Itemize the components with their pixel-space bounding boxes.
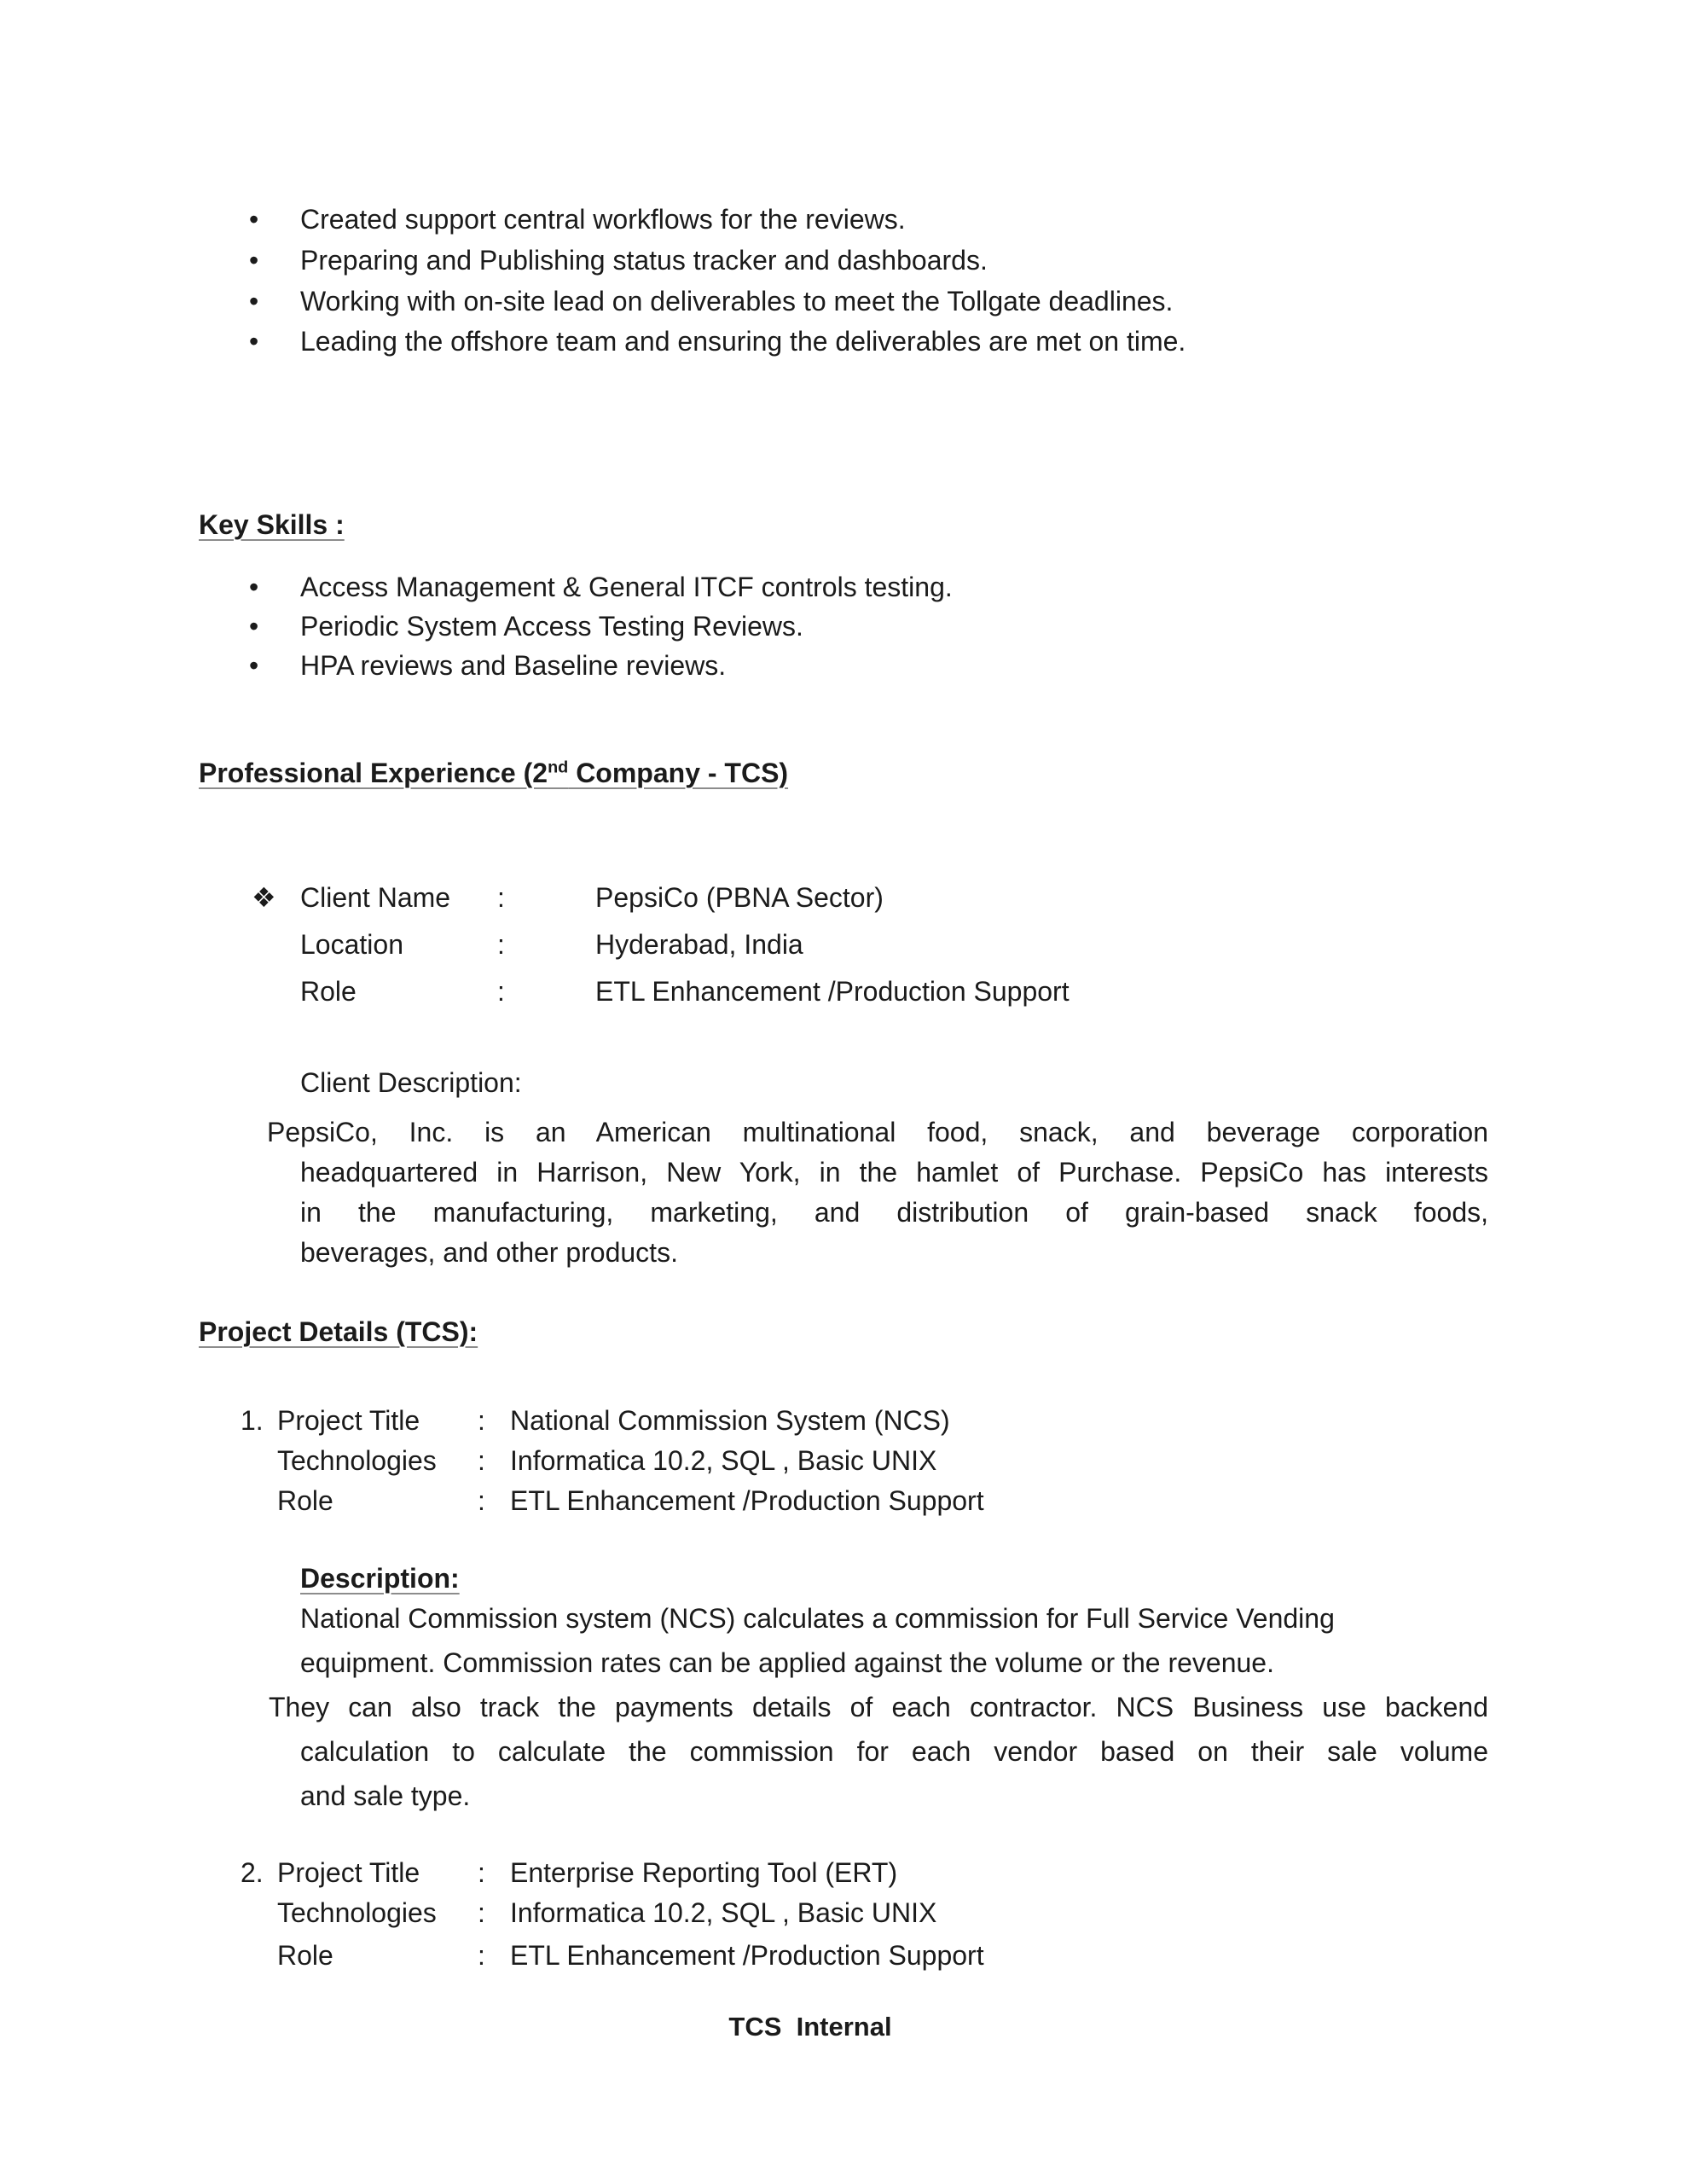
bullet-icon: • (249, 245, 259, 276)
list-item-text: Access Management & General ITCF controls testing. (300, 572, 953, 602)
colon-separator: : (478, 1897, 485, 1928)
list-item-text: Periodic System Access Testing Reviews. (300, 611, 803, 642)
footer-classification-text: TCS Internal (728, 2012, 892, 2042)
bullet-spacer (252, 978, 300, 1005)
number-spacer (241, 1942, 277, 1969)
description-heading: Description: (300, 1563, 460, 1594)
heading-text: Professional Experience (2 (199, 758, 548, 788)
project-field-label: Role (277, 1940, 333, 1971)
list-item (249, 288, 1494, 315)
project-field-value: Enterprise Reporting Tool (ERT) (510, 1857, 898, 1888)
project-field-label: Project Title (277, 1405, 420, 1436)
project-field-value: Informatica 10.2, SQL , Basic UNIX (510, 1445, 937, 1476)
list-item (249, 328, 1494, 355)
client-info-row (252, 884, 1497, 911)
heading-text: Company - TCS) (568, 758, 789, 788)
project-field-value: National Commission System (NCS) (510, 1405, 950, 1436)
project-field-label: Technologies (277, 1897, 437, 1928)
client-info-label: Role (300, 976, 357, 1007)
client-info-value: Hyderabad, India (595, 929, 803, 960)
list-item (249, 652, 1494, 679)
project-row (241, 1487, 1494, 1514)
project-field-label: Role (277, 1485, 333, 1516)
colon-separator: : (497, 882, 505, 913)
paragraph-line: in the manufacturing, marketing, and distribution of grain-based snack foods, (300, 1197, 1488, 1228)
bullet-icon: • (249, 611, 259, 642)
project-row (241, 1407, 1494, 1434)
list-item (249, 206, 1494, 233)
list-item-text: Created support central workflows for the reviews. (300, 204, 906, 235)
paragraph-line: and sale type. (300, 1780, 471, 1811)
list-item-text: HPA reviews and Baseline reviews. (300, 650, 727, 681)
project-details-heading: Project Details (TCS): (199, 1316, 478, 1347)
client-info-row (252, 978, 1497, 1005)
bullet-spacer (252, 931, 300, 958)
paragraph-line: calculation to calculate the commission for each vendor based on their sale volume (300, 1736, 1488, 1767)
colon-separator: : (497, 929, 505, 960)
project-number: 1. (241, 1405, 264, 1436)
project-row (241, 1859, 1494, 1886)
paragraph-line: National Commission system (NCS) calculates a commission for Full Service Vending (300, 1603, 1335, 1634)
project-row (241, 1899, 1494, 1926)
colon-separator: : (478, 1485, 485, 1516)
list-item-text: Leading the offshore team and ensuring the deliverables are met on time. (300, 326, 1186, 357)
project-number: 2. (241, 1857, 264, 1888)
colon-separator: : (478, 1405, 485, 1436)
project-field-value: ETL Enhancement /Production Support (510, 1485, 984, 1516)
bullet-icon: • (249, 650, 259, 681)
bullet-icon: • (249, 204, 259, 235)
list-item (249, 573, 1494, 601)
colon-separator: : (478, 1445, 485, 1476)
client-info-value: PepsiCo (PBNA Sector) (595, 882, 884, 913)
number-spacer (241, 1487, 277, 1514)
list-item (249, 247, 1494, 274)
project-field-label: Project Title (277, 1857, 420, 1888)
key-skills-heading: Key Skills : (199, 509, 345, 540)
list-item-text: Working with on-site lead on deliverables to meet the Tollgate deadlines. (300, 286, 1174, 317)
project-row (241, 1942, 1494, 1969)
client-info-value: ETL Enhancement /Production Support (595, 976, 1070, 1007)
project-row (241, 1447, 1494, 1474)
client-description-label: Client Description: (300, 1067, 522, 1098)
paragraph-line: They can also track the payments details of each contractor. NCS Business use backend (269, 1692, 1488, 1722)
colon-separator: : (497, 976, 505, 1007)
paragraph-line: equipment. Commission rates can be applied against the volume or the revenue. (300, 1647, 1274, 1678)
diamond-bullet-icon: ❖ (252, 882, 276, 913)
heading-superscript: nd (548, 758, 569, 777)
colon-separator: : (478, 1940, 485, 1971)
client-info-label: Client Name (300, 882, 451, 913)
number-spacer (241, 1447, 277, 1474)
project-field-value: ETL Enhancement /Production Support (510, 1940, 984, 1971)
client-info-label: Location (300, 929, 403, 960)
paragraph-line: headquartered in Harrison, New York, in the hamlet of Purchase. PepsiCo has interests (300, 1157, 1488, 1188)
paragraph-line: PepsiCo, Inc. is an American multinational food, snack, and beverage corporation (267, 1117, 1488, 1147)
paragraph-line: beverages, and other products. (300, 1237, 678, 1268)
client-info-row (252, 931, 1497, 958)
colon-separator: : (478, 1857, 485, 1888)
list-item (249, 613, 1494, 640)
project-field-value: Informatica 10.2, SQL , Basic UNIX (510, 1897, 937, 1928)
number-spacer (241, 1899, 277, 1926)
bullet-icon: • (249, 326, 259, 357)
bullet-icon: • (249, 286, 259, 317)
bullet-icon: • (249, 572, 259, 602)
list-item-text: Preparing and Publishing status tracker and dashboards. (300, 245, 988, 276)
professional-experience-heading (199, 759, 788, 787)
project-field-label: Technologies (277, 1445, 437, 1476)
